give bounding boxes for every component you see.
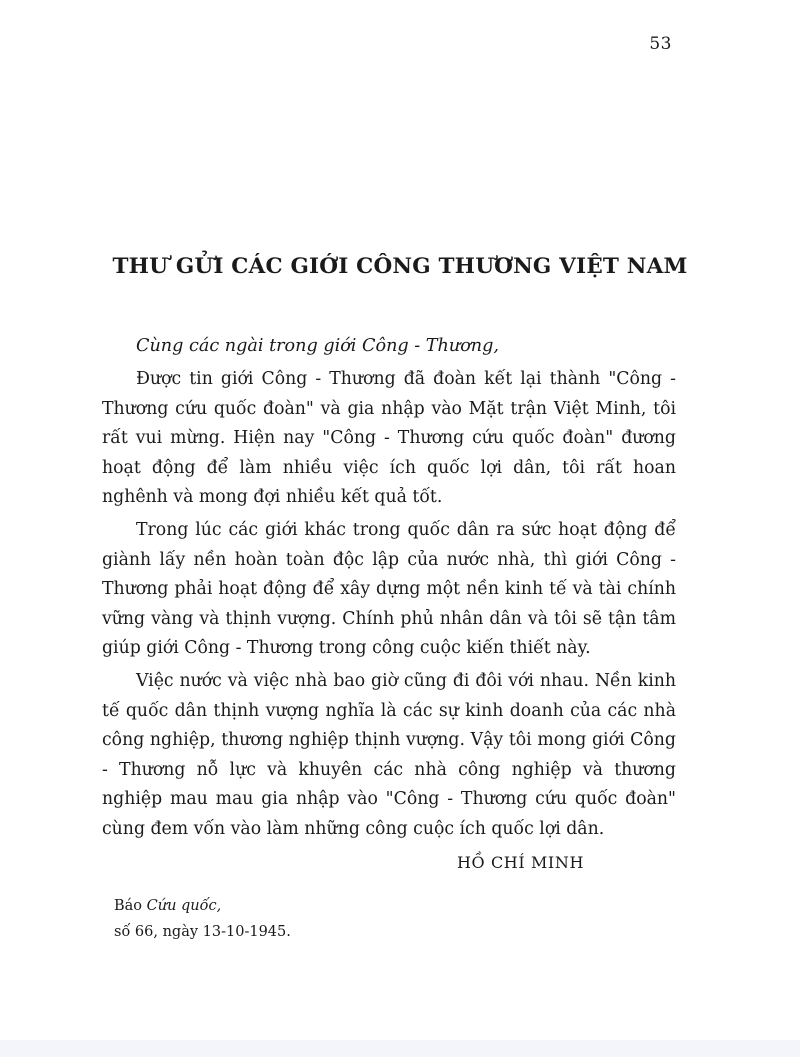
page-number: 53 [649, 34, 672, 54]
source-citation [114, 893, 291, 945]
salutation: Cùng các ngài trong giới Công - Thương, [136, 336, 499, 356]
paragraph-2: Trong lúc các giới khác trong quốc dân ra sức hoạt động để giành lấy nền hoàn toàn độc lập của nước nhà, thì giới Công - Thương phải hoạt động để xây dựng một nền kinh tế và tài chính vững vàng và thịnh vượng. Chính phủ nhân dân và tôi sẽ tận tâm giúp giới Công - Thương trong công cuộc kiến thiết này. [102, 520, 676, 659]
signature: HỒ CHÍ MINH [456, 852, 584, 872]
source-issue: số 66, ngày 13-10-1945. [114, 924, 291, 940]
source-line-1 [114, 893, 291, 919]
paragraph-3: Việc nước và việc nhà bao giờ cũng đi đôi với nhau. Nền kinh tế quốc dân thịnh vượng nghĩa là các sự kinh doanh của các nhà công nghiệp, thương nghiệp thịnh vượng. Vậy tôi mong giới Công - Thương nỗ lực và khuyên các nhà công nghiệp và thương nghiệp mau mau gia nhập vào "Công - Thương cứu quốc đoàn" cùng đem vốn vào làm những công cuộc ích quốc lợi dân. [102, 671, 676, 839]
paragraph-1: Được tin giới Công - Thương đã đoàn kết lại thành "Công - Thương cứu quốc đoàn" và gia nhập vào Mặt trận Việt Minh, tôi rất vui mừng. Hiện nay "Công - Thương cứu quốc đoàn" đương hoạt động để làm nhiều việc ích quốc lợi dân, tôi rất hoan nghênh và mong đợi nhiều kết quả tốt. [102, 369, 676, 508]
source-publication: Cứu quốc, [146, 898, 222, 914]
letter-body [102, 332, 676, 877]
document-title: THƯ GỬI CÁC GIỚI CÔNG THƯƠNG VIỆT NAM [112, 254, 688, 279]
source-prefix: Báo [114, 898, 143, 914]
